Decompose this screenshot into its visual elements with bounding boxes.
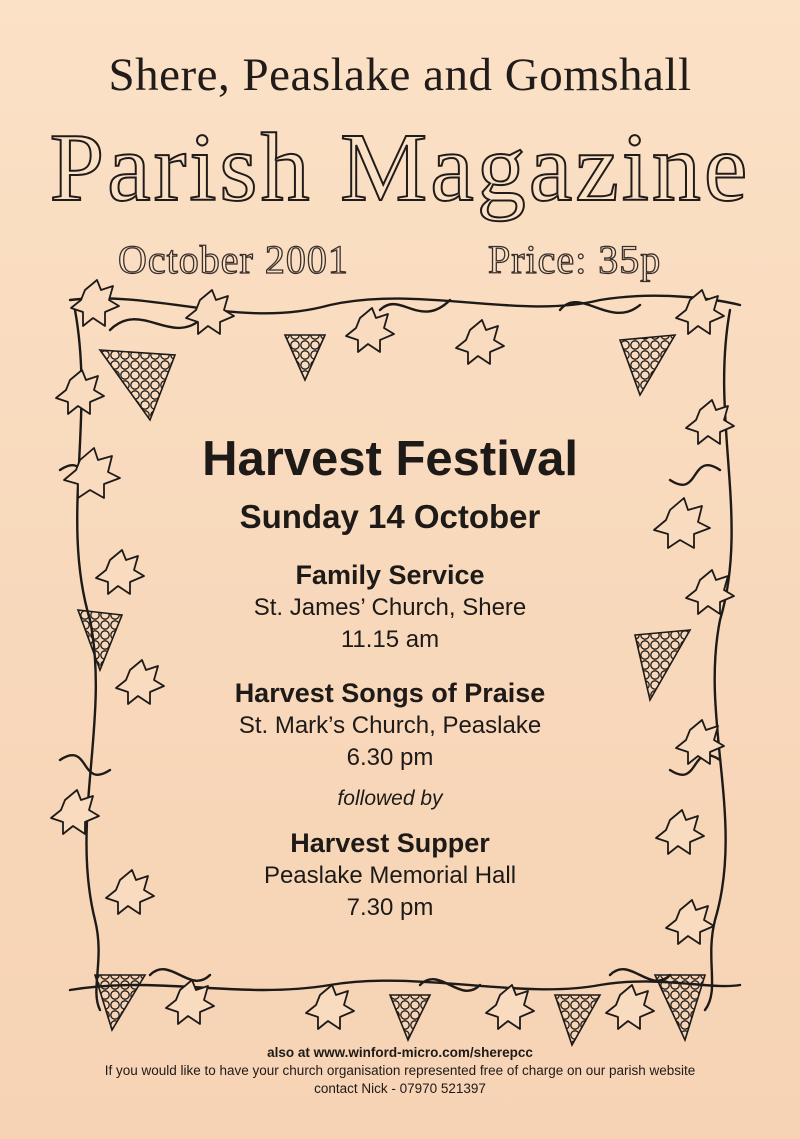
service-name: Family Service bbox=[295, 560, 485, 590]
service-time: 6.30 pm bbox=[346, 744, 434, 771]
followed-by-note: followed by bbox=[337, 787, 443, 810]
invite-note: If you would like to have your church organisation represented free of charge on our parish website bbox=[104, 1063, 696, 1078]
event-date: Sunday 14 October bbox=[239, 498, 541, 535]
price-label: Price: 35p bbox=[488, 237, 662, 282]
event-panel bbox=[150, 428, 630, 924]
service-name: Harvest Supper bbox=[290, 828, 490, 858]
footer bbox=[0, 1044, 800, 1098]
service-name: Harvest Songs of Praise bbox=[234, 678, 546, 708]
magazine-title: Parish Magazine bbox=[49, 114, 751, 222]
contact-note: contact Nick - 07970 521397 bbox=[314, 1081, 486, 1096]
service-venue: Peaslake Memorial Hall bbox=[263, 862, 517, 889]
website-note: also at www.winford-micro.com/sherepcc bbox=[267, 1045, 533, 1060]
service-venue: St. Mark’s Church, Peaslake bbox=[238, 712, 542, 739]
event-title: Harvest Festival bbox=[202, 432, 578, 486]
service-time: 7.30 pm bbox=[346, 894, 434, 921]
issue-date: October 2001 bbox=[118, 237, 349, 282]
service-venue: St. James’ Church, Shere bbox=[253, 594, 527, 621]
parishes-heading: Shere, Peaslake and Gomshall bbox=[108, 49, 692, 101]
service-time: 11.15 am bbox=[340, 626, 440, 653]
